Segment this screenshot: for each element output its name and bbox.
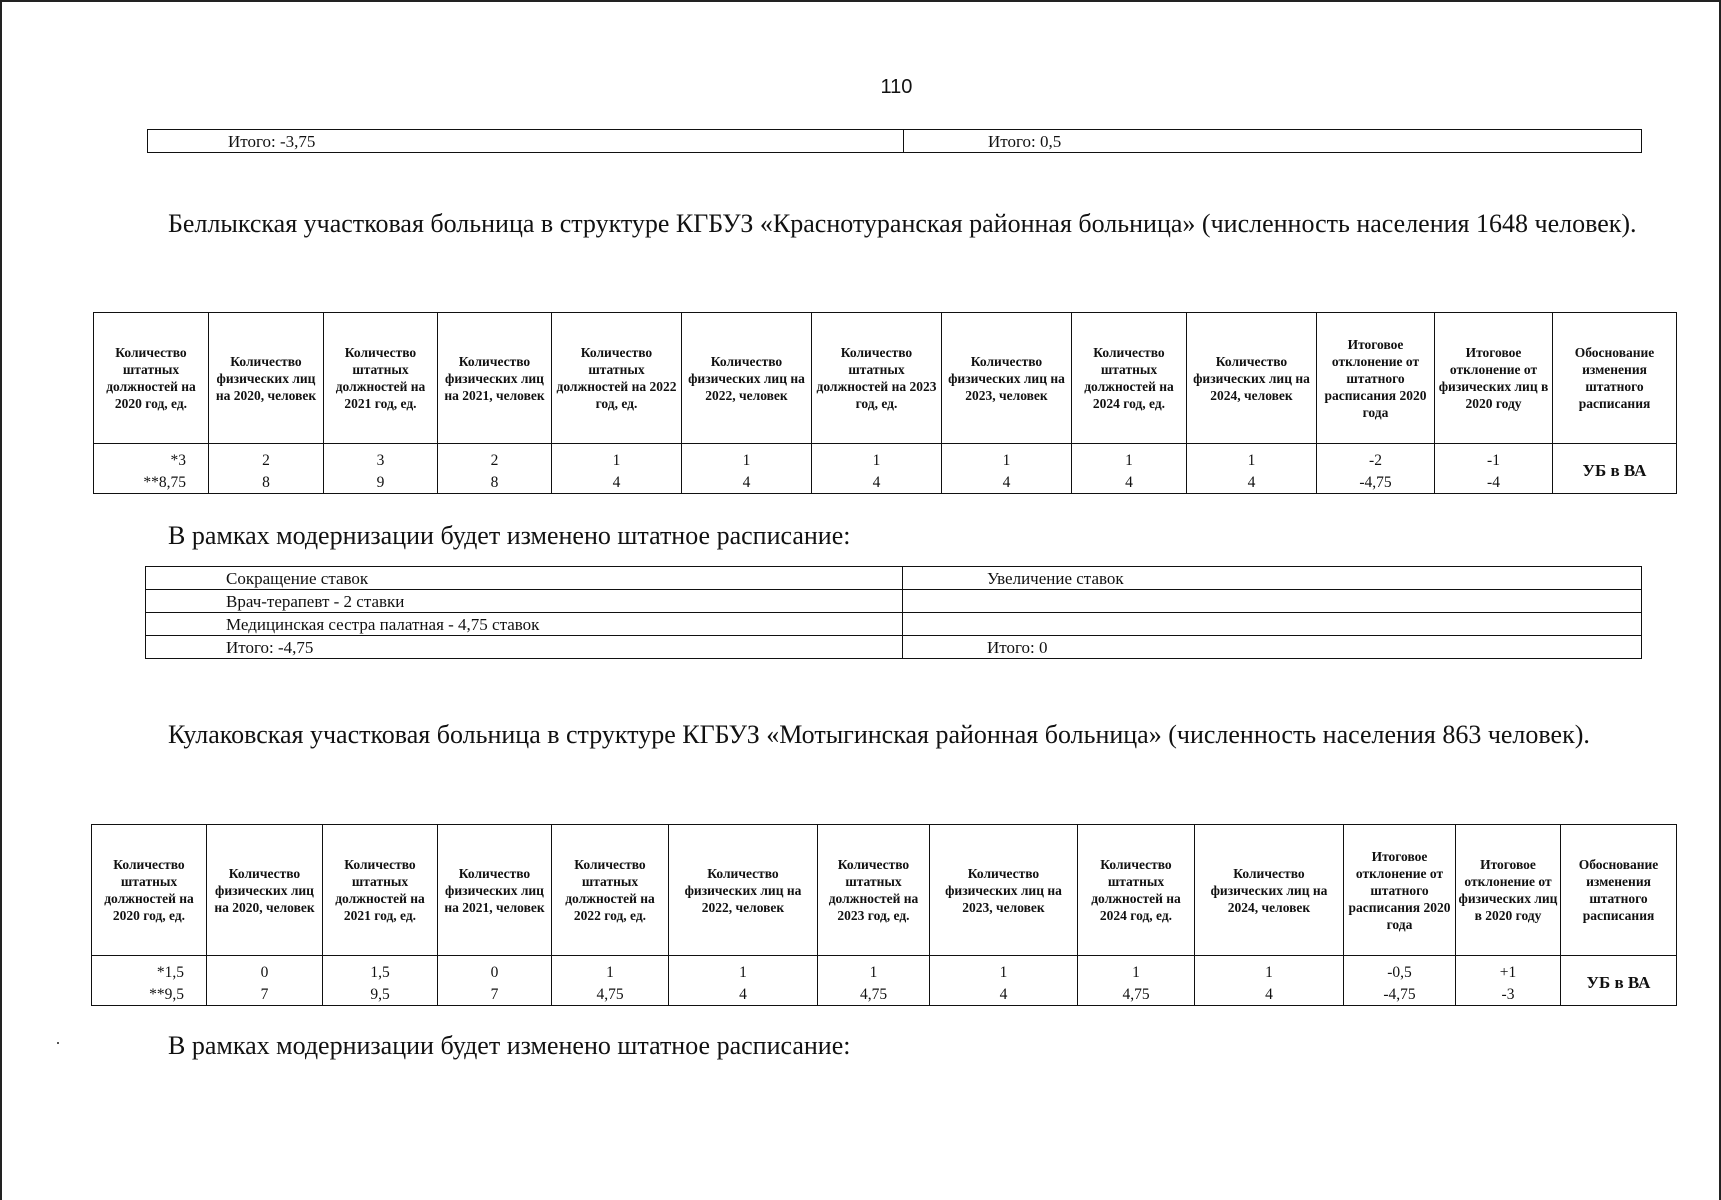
table-row — [146, 590, 1642, 613]
table-row — [94, 473, 1677, 494]
justification-cell: УБ в ВА — [1553, 444, 1677, 494]
col-header: Итоговое отклонение от физических лиц в 2020 году — [1456, 825, 1561, 956]
justification-cell: УБ в ВА — [1561, 956, 1677, 1006]
section1-modernization-text: В рамках модернизации будет изменено штатное расписание: — [168, 521, 851, 550]
col-header: Количество физических лиц на 2020, человек — [209, 313, 324, 444]
section1-staff-table — [93, 312, 1677, 494]
table-cell: 4 — [669, 985, 818, 1006]
table-cell: 4 — [1195, 985, 1344, 1006]
table-cell: 8 — [438, 473, 552, 494]
previous-total-left: Итого: -3,75 — [148, 130, 904, 153]
col-header: Итоговое отклонение от штатного расписания 2020 года — [1344, 825, 1456, 956]
previous-totals-table — [147, 129, 1642, 153]
col-header: Итоговое отклонение от штатного расписания 2020 года — [1317, 313, 1435, 444]
table-cell: 1 — [1078, 956, 1195, 986]
col-header: Количество штатных должностей на 2024 год, ед. — [1078, 825, 1195, 956]
table-cell: *1,5 — [92, 956, 207, 986]
table-cell: 1 — [930, 956, 1078, 986]
empty-cell — [903, 590, 1642, 613]
table-cell: 4,75 — [818, 985, 930, 1006]
col-header: Количество физических лиц на 2023, человек — [942, 313, 1072, 444]
col-header: Количество штатных должностей на 2021 год, ед. — [323, 825, 438, 956]
col-header: Количество физических лиц на 2021, человек — [438, 313, 552, 444]
table-row — [146, 567, 1642, 590]
table-cell: -4,75 — [1317, 473, 1435, 494]
cuts-total: Итого: -4,75 — [146, 636, 903, 659]
table-cell: 0 — [438, 956, 552, 986]
col-header: Количество физических лиц на 2024, человек — [1187, 313, 1317, 444]
table-cell: 1 — [552, 956, 669, 986]
table-cell: -1 — [1435, 444, 1553, 474]
col-header: Количество физических лиц на 2023, человек — [930, 825, 1078, 956]
table-cell: 1 — [552, 444, 682, 474]
table-row — [146, 636, 1642, 659]
table-cell: 4 — [1187, 473, 1317, 494]
table-cell: -2 — [1317, 444, 1435, 474]
table-cell: 4 — [552, 473, 682, 494]
table-cell: 8 — [209, 473, 324, 494]
table-cell: 4,75 — [552, 985, 669, 1006]
table-cell: 9 — [324, 473, 438, 494]
table-cell: *3 — [94, 444, 209, 474]
col-header: Итоговое отклонение от физических лиц в 2020 году — [1435, 313, 1553, 444]
section1-changes-table — [145, 566, 1642, 659]
table-cell: 4,75 — [1078, 985, 1195, 1006]
table-cell: 9,5 — [323, 985, 438, 1006]
table-row — [92, 985, 1677, 1006]
increases-total: Итого: 0 — [903, 636, 1642, 659]
table-cell: -4 — [1435, 473, 1553, 494]
table-cell: 7 — [438, 985, 552, 1006]
empty-cell — [903, 613, 1642, 636]
section2-staff-table — [91, 824, 1677, 1006]
col-header: Количество штатных должностей на 2022 год, ед. — [552, 825, 669, 956]
table-row — [92, 956, 1677, 986]
section1-heading: Беллыкская участковая больница в структуре КГБУЗ «Краснотуранская районная больница» (численность населения 1648 человек). — [168, 209, 1637, 238]
table-cell: 2 — [438, 444, 552, 474]
table-cell: 1,5 — [323, 956, 438, 986]
col-header: Количество штатных должностей на 2023 год, ед. — [812, 313, 942, 444]
col-header: Количество физических лиц на 2022, человек — [669, 825, 818, 956]
table-cell: 4 — [682, 473, 812, 494]
col-header: Количество физических лиц на 2020, человек — [207, 825, 323, 956]
section2-modernization-text: В рамках модернизации будет изменено штатное расписание: — [168, 1031, 851, 1060]
table-cell: **9,5 — [92, 985, 207, 1006]
table-cell: +1 — [1456, 956, 1561, 986]
cuts-header: Сокращение ставок — [146, 567, 903, 590]
previous-total-right: Итого: 0,5 — [904, 130, 1642, 153]
table-cell: 2 — [209, 444, 324, 474]
table-cell: 4 — [812, 473, 942, 494]
table-cell: 1 — [818, 956, 930, 986]
scan-speck — [57, 1042, 59, 1044]
table-cell: -0,5 — [1344, 956, 1456, 986]
table-cell: **8,75 — [94, 473, 209, 494]
col-header: Количество физических лиц на 2024, человек — [1195, 825, 1344, 956]
cut-item: Врач-терапевт - 2 ставки — [146, 590, 903, 613]
page-number: 110 — [880, 76, 913, 98]
section2-heading: Кулаковская участковая больница в структуре КГБУЗ «Мотыгинская районная больница» (численность населения 863 человек). — [168, 720, 1590, 749]
table-row — [146, 613, 1642, 636]
col-header: Количество физических лиц на 2021, человек — [438, 825, 552, 956]
increases-header: Увеличение ставок — [903, 567, 1642, 590]
table-cell: 1 — [812, 444, 942, 474]
table-cell: 0 — [207, 956, 323, 986]
table-cell: 4 — [1072, 473, 1187, 494]
table-cell: 7 — [207, 985, 323, 1006]
cut-item: Медицинская сестра палатная - 4,75 ставок — [146, 613, 903, 636]
col-header: Обоснование изменения штатного расписания — [1561, 825, 1677, 956]
table-cell: -3 — [1456, 985, 1561, 1006]
col-header: Количество штатных должностей на 2021 год, ед. — [324, 313, 438, 444]
table-cell: 1 — [682, 444, 812, 474]
table-cell: 1 — [1187, 444, 1317, 474]
table-cell: 1 — [1195, 956, 1344, 986]
table-cell: 1 — [942, 444, 1072, 474]
table-cell: 1 — [669, 956, 818, 986]
col-header: Количество штатных должностей на 2020 год, ед. — [94, 313, 209, 444]
table-row — [94, 444, 1677, 474]
col-header: Количество штатных должностей на 2024 год, ед. — [1072, 313, 1187, 444]
col-header: Количество штатных должностей на 2023 год, ед. — [818, 825, 930, 956]
col-header: Обоснование изменения штатного расписания — [1553, 313, 1677, 444]
table-cell: 4 — [942, 473, 1072, 494]
table-cell: 3 — [324, 444, 438, 474]
col-header: Количество штатных должностей на 2022 год, ед. — [552, 313, 682, 444]
table-cell: 4 — [930, 985, 1078, 1006]
col-header: Количество штатных должностей на 2020 год, ед. — [92, 825, 207, 956]
table-cell: -4,75 — [1344, 985, 1456, 1006]
col-header: Количество физических лиц на 2022, человек — [682, 313, 812, 444]
table-cell: 1 — [1072, 444, 1187, 474]
